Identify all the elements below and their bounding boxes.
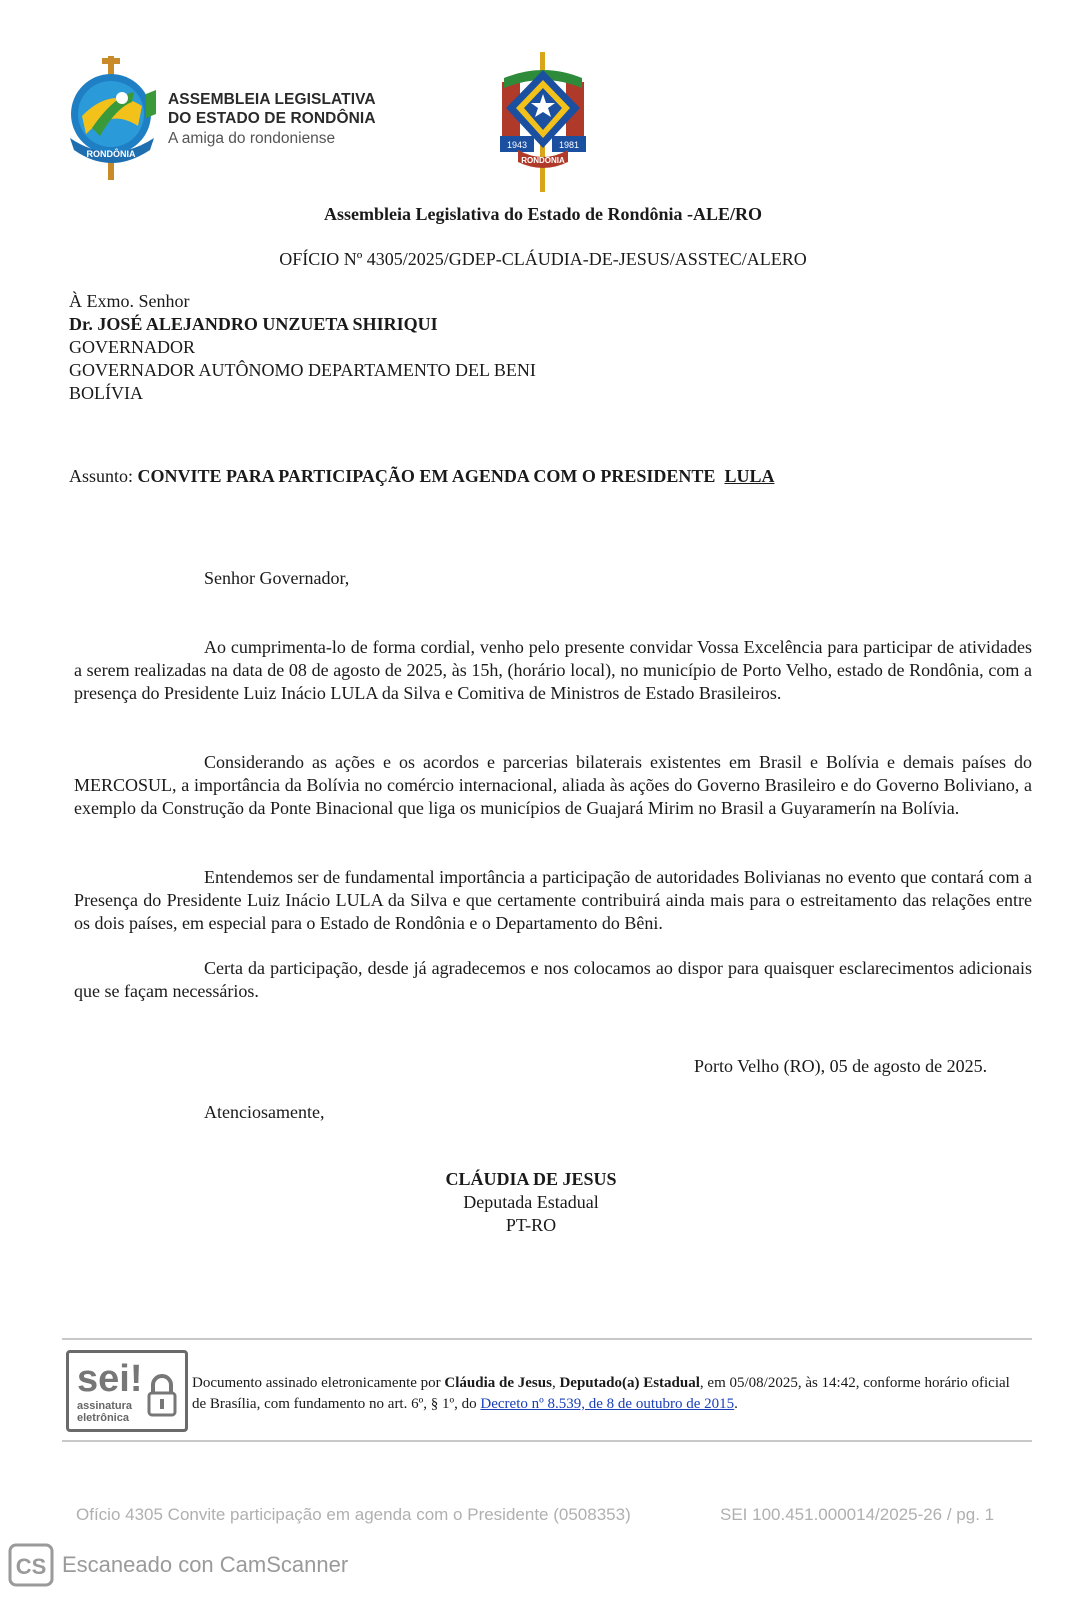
sei-text-suffix: . bbox=[734, 1396, 738, 1412]
crest-year-right: 1981 bbox=[558, 140, 580, 150]
subject-emphasis: LULA bbox=[724, 466, 775, 486]
signer-role: Deputada Estadual bbox=[463, 1192, 599, 1212]
addressee-title: GOVERNADOR bbox=[69, 337, 195, 357]
camscanner-watermark: Escaneado con CamScanner bbox=[62, 1552, 349, 1577]
date-line: Porto Velho (RO), 05 de agosto de 2025. bbox=[694, 1056, 988, 1076]
decree-link[interactable]: Decreto nº 8.539, de 8 de outubro de 2015 bbox=[480, 1396, 735, 1412]
oficio-number: OFÍCIO Nº 4305/2025/GDEP-CLÁUDIA-DE-JESUS/ASSTEC/ALERO bbox=[279, 249, 807, 269]
salutation: Senhor Governador, bbox=[204, 568, 350, 588]
divider bbox=[62, 1440, 1032, 1442]
crest-ribbon-text: RONDÔNIA bbox=[521, 156, 565, 165]
ale-tagline: A amiga do rondoniense bbox=[168, 130, 336, 147]
body-paragraph: Certa da participação, desde já agradecemos e nos colocamos ao dispor para quaisquer esclarecimentos adicionais que se façam necessários. bbox=[74, 958, 1032, 1001]
addressee-country: BOLÍVIA bbox=[69, 383, 143, 403]
ale-line-1: ASSEMBLEIA LEGISLATIVA bbox=[168, 91, 376, 108]
sei-label-2: eletrônica bbox=[77, 1412, 129, 1424]
body-paragraph: Considerando as ações e os acordos e parcerias bilaterais existentes em Brasil e Bolívia e demais países do MERCOSUL, a importância da Bolívia no comércio internacional, aliada às ações do Governo Brasileiro e do Governo Boliviano, a exemplo da Construção da Ponte Binacional que liga os municípios de Guajará Mirim no Brasil a Guyaramerín na Bolívia. bbox=[74, 752, 1032, 818]
subject-label: Assunto: bbox=[69, 466, 134, 486]
signer-name: CLÁUDIA DE JESUS bbox=[445, 1169, 617, 1189]
sei-signer: Cláudia de Jesus bbox=[444, 1375, 552, 1391]
signer-party: PT-RO bbox=[505, 1215, 557, 1235]
sei-text-middle: , em 05/08/2025, às 14:42, conforme horário oficial de Brasília, com fundamento no art. 6º, § 1º, do bbox=[192, 1375, 1010, 1412]
electronic-signature-text bbox=[192, 1373, 1012, 1415]
ale-line-2: DO ESTADO DE RONDÔNIA bbox=[168, 110, 376, 127]
body-paragraph: Entendemos ser de fundamental importância a participação de autoridades Bolivianas no evento que contará com a Presença do Presidente Luiz Inácio LULA da Silva e que certamente contribuirá ainda mais para o estreitamento das relações entre os dois países, em especial para o Estado de Rondônia e o Departamento do Bêni. bbox=[74, 867, 1032, 933]
ale-wordmark bbox=[168, 90, 376, 149]
subject-line bbox=[69, 466, 774, 487]
subject-text: CONVITE PARA PARTICIPAÇÃO EM AGENDA COM O PRESIDENTE bbox=[137, 466, 716, 486]
crest-year-left: 1943 bbox=[506, 140, 528, 150]
sei-separator: , bbox=[551, 1375, 560, 1391]
body-paragraph: Ao cumprimenta-lo de forma cordial, venho pelo presente convidar Vossa Excelência para participar de atividades a serem realizadas na data de 08 de agosto de 2025, às 15h, (horário local), no município de Porto Velho, estado de Rondônia, com a presença do Presidente Luiz Inácio LULA da Silva e Comitiva de Ministros de Estado Brasileiros. bbox=[74, 637, 1032, 703]
addressee-greeting: À Exmo. Senhor bbox=[69, 291, 190, 311]
addressee-name: Dr. JOSÉ ALEJANDRO UNZUETA SHIRIQUI bbox=[69, 314, 438, 334]
sei-text-prefix: Documento assinado eletronicamente por bbox=[192, 1375, 445, 1391]
assembly-emblem-icon bbox=[62, 56, 166, 184]
addressee-block bbox=[69, 290, 536, 405]
ale-ribbon-text: RONDÔNIA bbox=[86, 149, 136, 159]
addressee-office: GOVERNADOR AUTÔNOMO DEPARTAMENTO DEL BENI bbox=[69, 360, 536, 380]
sei-signer-role: Deputado(a) Estadual bbox=[559, 1375, 700, 1391]
rondonia-coat-of-arms-icon bbox=[494, 52, 592, 194]
signature-block bbox=[0, 1168, 1086, 1237]
sei-padlock-icon bbox=[149, 1376, 175, 1415]
sei-brand: sei! bbox=[77, 1358, 143, 1400]
institution-heading: Assembleia Legislativa do Estado de Rondônia -ALE/RO bbox=[323, 204, 763, 224]
footer-process-number: SEI 100.451.000014/2025-26 / pg. 1 bbox=[720, 1505, 995, 1524]
closing: Atenciosamente, bbox=[204, 1102, 325, 1122]
sei-label-1: assinatura bbox=[77, 1400, 133, 1412]
divider bbox=[62, 1338, 1032, 1340]
sei-signature-stamp bbox=[66, 1350, 188, 1432]
camscanner-logo-icon bbox=[8, 1543, 54, 1587]
footer-document-title: Ofício 4305 Convite participação em agenda com o Presidente (0508353) bbox=[76, 1505, 631, 1524]
camscanner-badge-text: CS bbox=[15, 1554, 47, 1579]
